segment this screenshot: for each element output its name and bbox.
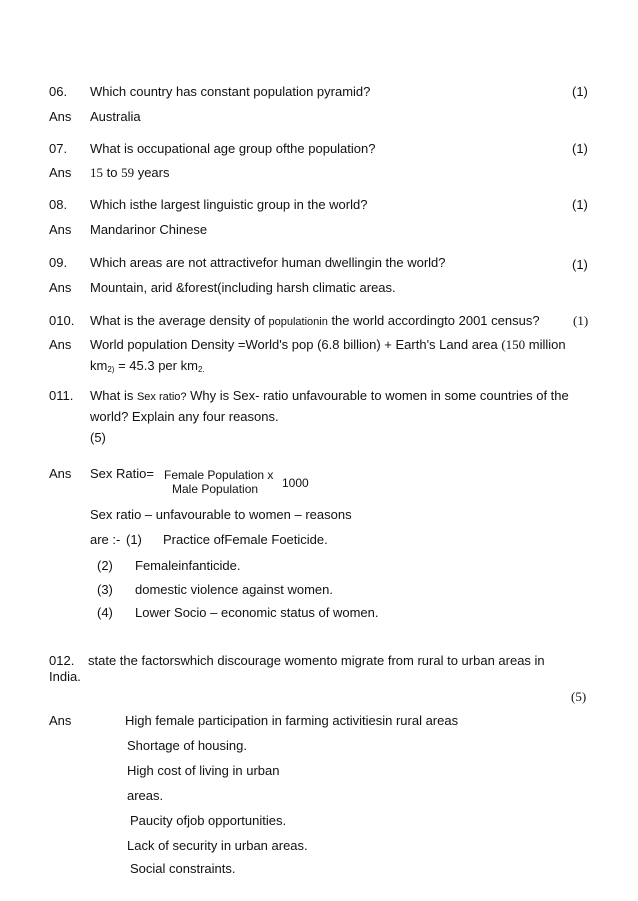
answer-text: Australia	[90, 109, 141, 124]
answer-label: Ans	[49, 466, 72, 481]
formula-numerator: Female Population x	[164, 468, 274, 482]
marks: (5)	[90, 430, 106, 445]
answer-intro: Sex ratio – unfavourable to women – reasons	[90, 507, 352, 522]
question-text: Which country has constant population pyramid?	[90, 84, 371, 99]
question-number: 08.	[49, 197, 68, 212]
question-text-line2: India.	[49, 669, 81, 684]
question-text: Which areas are not attractivefor human dwellingin the world?	[90, 255, 446, 270]
answer-text: 15 to 59 years	[90, 165, 170, 180]
question-number: 07.	[49, 141, 68, 156]
reason-number: (2)	[97, 558, 113, 573]
question-number: 011.	[49, 388, 74, 403]
reason-text: domestic violence against women.	[135, 582, 333, 597]
question-text: state the factorswhich discourage womento migrate from rural to urban areas in	[88, 653, 545, 668]
answer-text: Mandarinor Chinese	[90, 222, 208, 237]
answer-item: Lack of security in urban areas.	[127, 838, 308, 853]
question-text: What is Sex ratio? Why is Sex- ratio unfavourable to women in some countries of the	[90, 388, 569, 403]
answer-item: High cost of living in urban	[127, 763, 280, 778]
question-text: What is the average density of populationin the world accordingto 2001 census?	[90, 313, 540, 328]
reason-text: Lower Socio – economic status of women.	[135, 605, 379, 620]
reason-text: Practice ofFemale Foeticide.	[163, 532, 328, 547]
marks: (1)	[573, 313, 589, 328]
marks: (1)	[572, 197, 588, 212]
answer-label: Ans	[49, 222, 72, 237]
answer-label: Ans	[49, 713, 72, 728]
marks: (1)	[572, 257, 588, 272]
reason-number: (1)	[126, 532, 142, 547]
marks: (5)	[571, 689, 587, 704]
question-number: 09.	[49, 255, 68, 270]
reason-text: Femaleinfanticide.	[135, 558, 241, 573]
formula-label: Sex Ratio=	[90, 466, 154, 481]
question-number: 012.	[49, 653, 75, 668]
question-number: 06.	[49, 84, 68, 99]
answer-label: Ans	[49, 337, 72, 352]
answer-text-line2: $km_{2)} = 45.3$ per $km_{2.}$	[90, 358, 205, 374]
answer-item: Shortage of housing.	[127, 738, 247, 753]
reason-number: (3)	[97, 582, 113, 597]
formula-multiplier: 1000	[282, 476, 309, 490]
marks: (1)	[572, 84, 588, 99]
answer-item: Paucity ofjob opportunities.	[130, 813, 287, 828]
answer-item: areas.	[127, 788, 164, 803]
answer-label: Ans	[49, 109, 72, 124]
reason-number: (4)	[97, 605, 113, 620]
answer-label: Ans	[49, 280, 72, 295]
answer-intro-line2: are :-	[90, 532, 121, 547]
marks: (1)	[572, 141, 588, 156]
answer-text: World population Density =World's pop (6.8 billion) + Earth's Land area (150 million	[90, 337, 566, 352]
answer-text: Mountain, arid &forest(including harsh climatic areas.	[90, 280, 396, 295]
question-text-line2: world? Explain any four reasons.	[90, 409, 279, 424]
answer-item: High female participation in farming activitiesin rural areas	[125, 713, 459, 728]
question-number: 010.	[49, 313, 75, 328]
formula-denominator: Male Population	[172, 482, 259, 496]
answer-item: Social constraints.	[130, 861, 236, 876]
question-text: What is occupational age group ofthe population?	[90, 141, 376, 156]
answer-label: Ans	[49, 165, 72, 180]
question-text: Which isthe largest linguistic group in the world?	[90, 197, 368, 212]
